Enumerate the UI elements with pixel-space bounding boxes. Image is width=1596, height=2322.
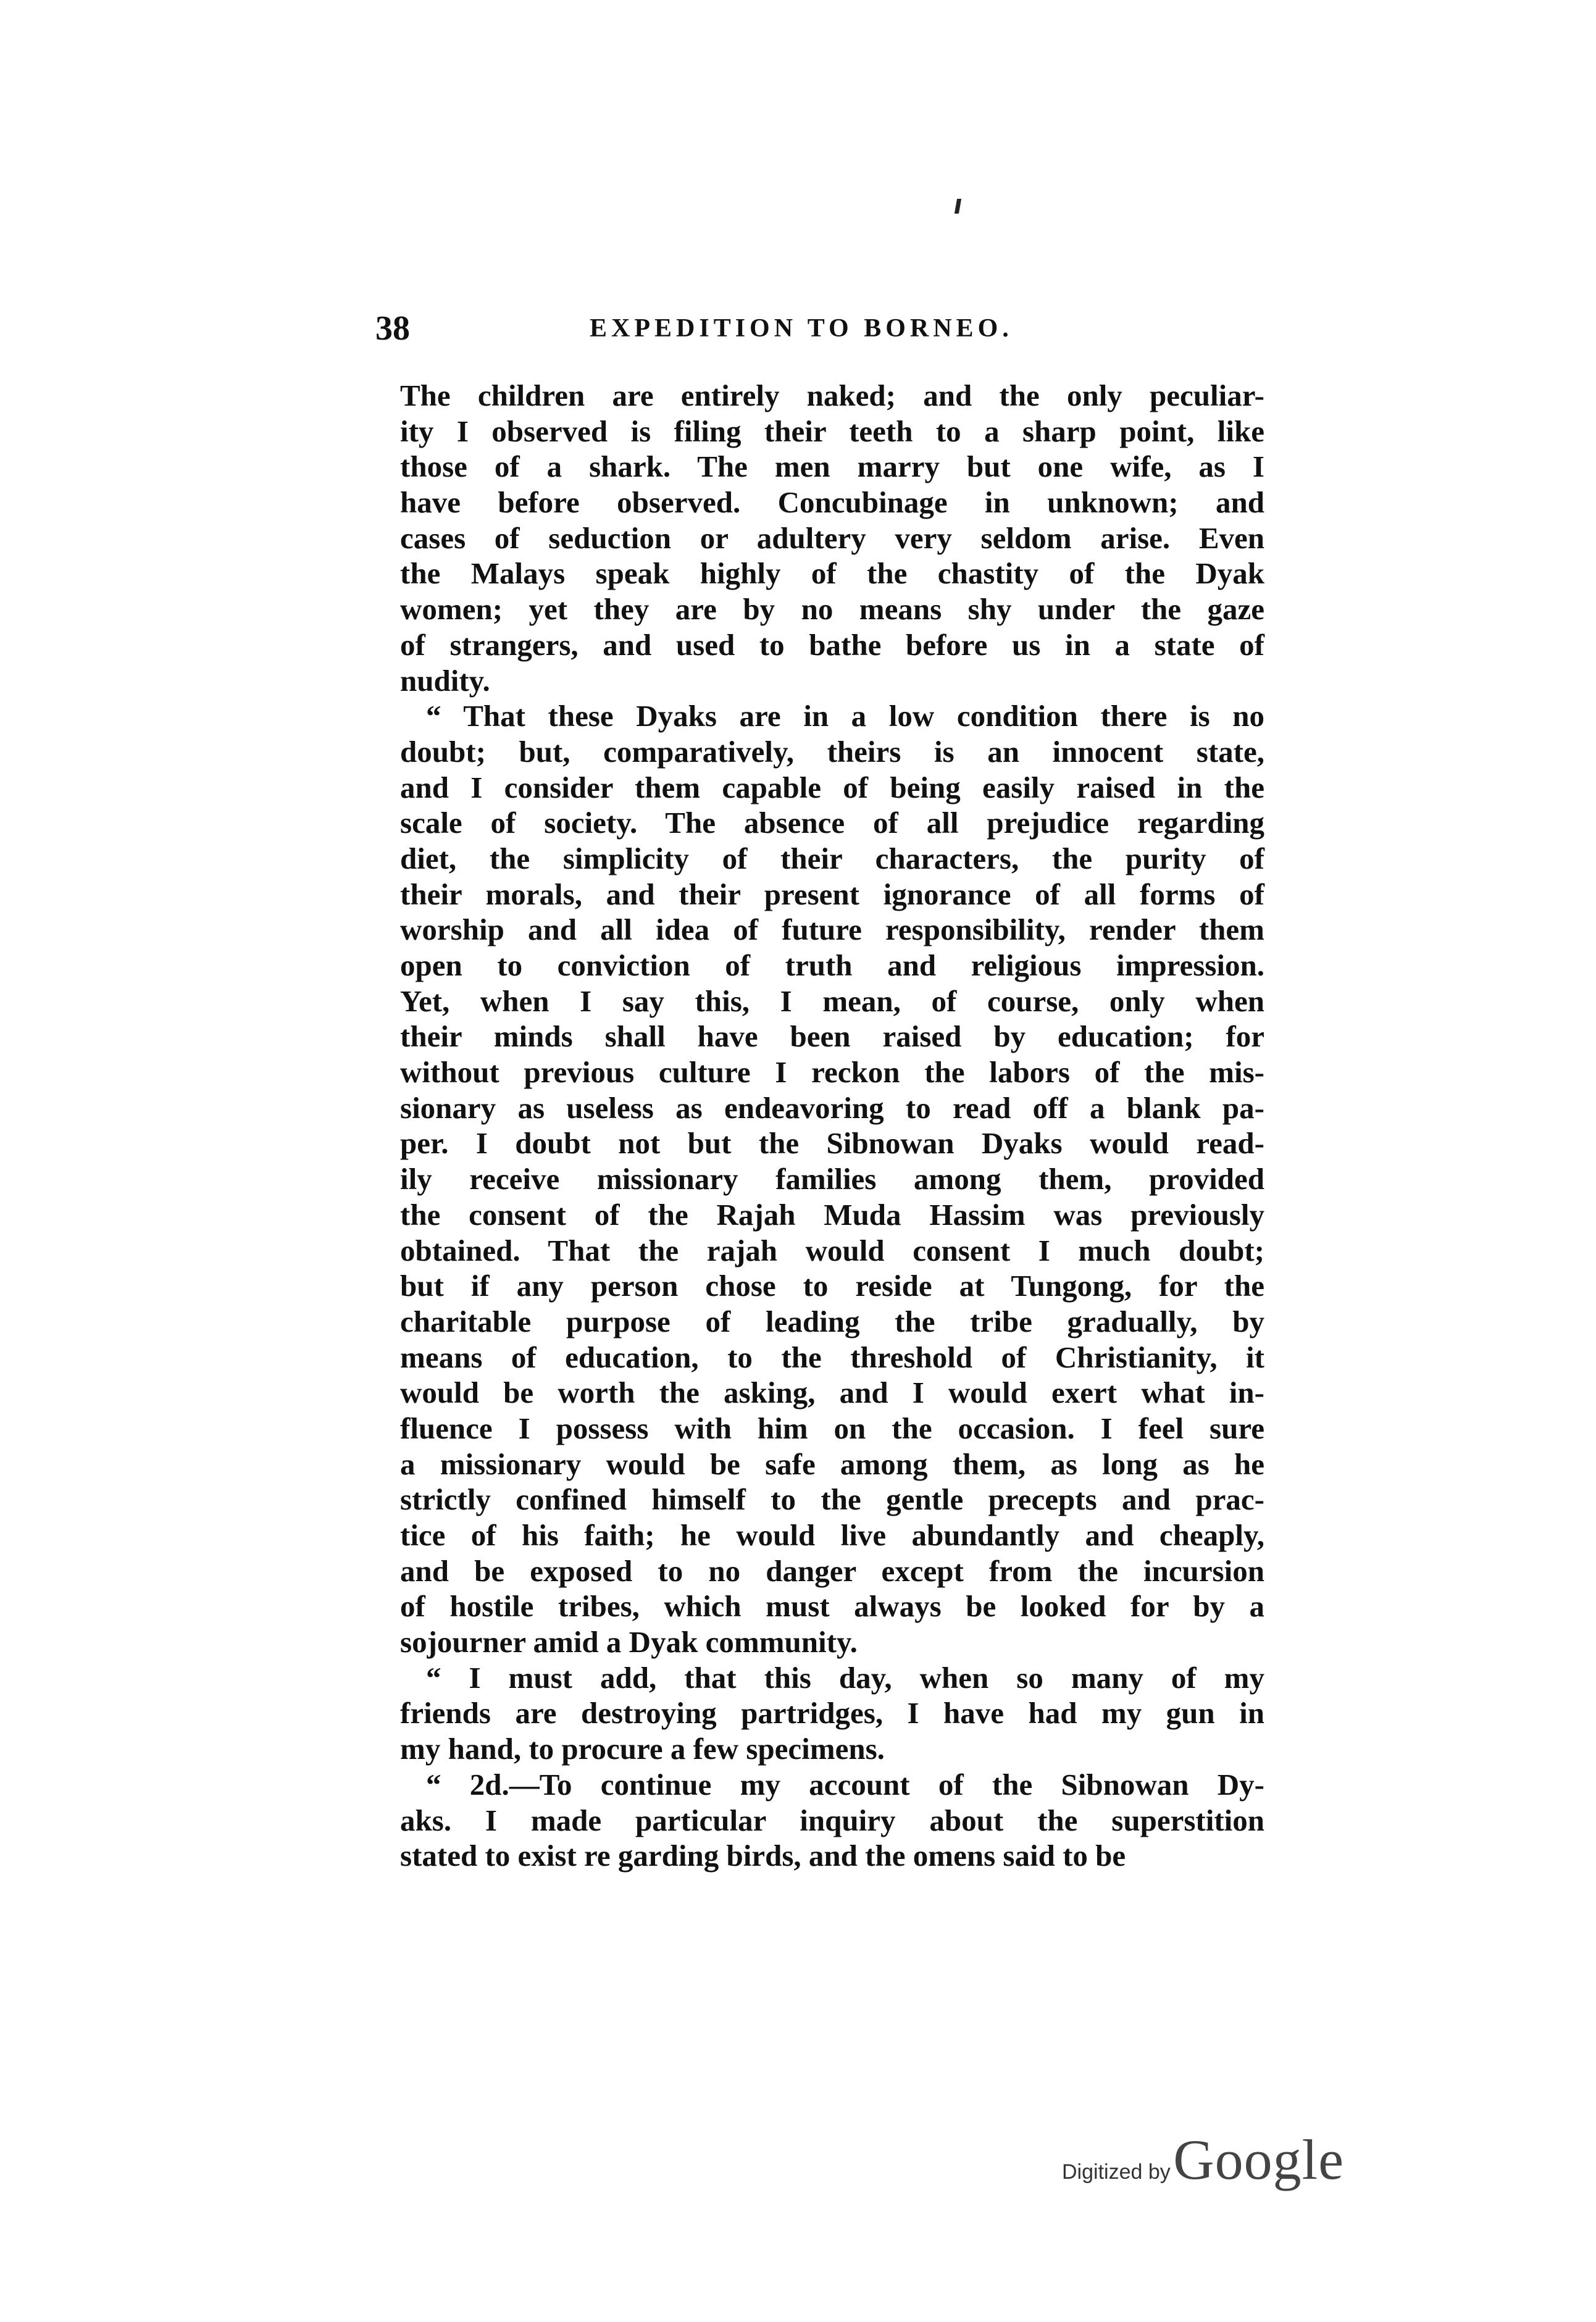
watermark-prefix: Digitized by	[1062, 2160, 1171, 2184]
running-title: EXPEDITION TO BORNEO.	[590, 314, 1013, 343]
text-line: women; yet they are by no means shy under the gaze	[400, 592, 1264, 627]
text-line: means of education, to the threshold of Christianity, it	[400, 1340, 1264, 1374]
text-line: open to conviction of truth and religious impression.	[400, 948, 1264, 982]
text-line: would be worth the asking, and I would exert what in-	[400, 1376, 1264, 1410]
text-line: Yet, when I say this, I mean, of course, only when	[400, 984, 1264, 1018]
text-line: sojourner amid a Dyak community.	[400, 1625, 858, 1660]
text-line: ily receive missionary families among them, provided	[400, 1162, 1264, 1196]
text-line: of strangers, and used to bathe before us in a state of	[400, 627, 1264, 662]
text-line: The children are entirely naked; and the only peculiar-	[400, 378, 1264, 412]
text-line: the Malays speak highly of the chastity of the Dyak	[400, 556, 1264, 591]
text-line: but if any person chose to reside at Tungong, for the	[400, 1269, 1264, 1303]
text-line: the consent of the Rajah Muda Hassim was previously	[400, 1197, 1264, 1232]
text-line: cases of seduction or adultery very seldom arise. Even	[400, 520, 1264, 555]
text-line: fluence I possess with him on the occasion. I feel sure	[400, 1411, 1264, 1445]
text-line: “ That these Dyaks are in a low condition there is no	[426, 699, 1264, 733]
google-logo: Google	[1173, 2128, 1345, 2191]
text-line: and I consider them capable of being easily raised in the	[400, 770, 1264, 804]
text-line: my hand, to procure a few specimens.	[400, 1732, 885, 1766]
text-line: diet, the simplicity of their characters, the purity of	[400, 841, 1264, 875]
text-line: worship and all idea of future responsibility, render them	[400, 913, 1264, 947]
text-line: obtained. That the rajah would consent I much doubt;	[400, 1233, 1264, 1267]
text-line: doubt; but, comparatively, theirs is an innocent state,	[400, 734, 1264, 769]
text-line: nudity.	[400, 663, 490, 698]
text-line: ity I observed is filing their teeth to a sharp point, like	[400, 414, 1264, 448]
text-line: sionary as useless as endeavoring to read off a blank pa-	[400, 1090, 1264, 1125]
text-line: their minds shall have been raised by education; for	[400, 1019, 1264, 1054]
digitized-by-google-watermark	[1062, 2127, 1345, 2191]
text-line: a missionary would be safe among them, as long as he	[400, 1447, 1264, 1481]
text-line: of hostile tribes, which must always be looked for by a	[400, 1589, 1264, 1624]
text-line: tice of his faith; he would live abundantly and cheaply,	[400, 1518, 1264, 1552]
text-line: friends are destroying partridges, I have had my gun in	[400, 1696, 1264, 1731]
text-line: have before observed. Concubinage in unknown; and	[400, 485, 1264, 520]
text-line: without previous culture I reckon the labors of the mis-	[400, 1055, 1264, 1090]
text-line: their morals, and their present ignorance of all forms of	[400, 877, 1264, 911]
page-number: 38	[375, 309, 410, 348]
text-line: “ 2d.—To continue my account of the Sibnowan Dy-	[426, 1767, 1264, 1802]
text-line: charitable purpose of leading the tribe gradually, by	[400, 1304, 1264, 1338]
text-line: those of a shark. The men marry but one wife, as I	[400, 449, 1264, 484]
text-line: aks. I made particular inquiry about the superstition	[400, 1803, 1264, 1837]
text-line: scale of society. The absence of all prejudice regarding	[400, 806, 1264, 840]
running-head	[370, 309, 1315, 352]
text-line: and be exposed to no danger except from the incursion	[400, 1553, 1264, 1588]
stray-ink-mark	[955, 199, 961, 214]
text-line: “ I must add, that this day, when so many of my	[426, 1660, 1264, 1695]
body-text	[400, 378, 1264, 1874]
text-line: strictly confined himself to the gentle precepts and prac-	[400, 1482, 1264, 1517]
text-line: per. I doubt not but the Sibnowan Dyaks would read-	[400, 1126, 1264, 1161]
text-line: stated to exist re garding birds, and the omens said to be	[400, 1839, 1126, 1873]
